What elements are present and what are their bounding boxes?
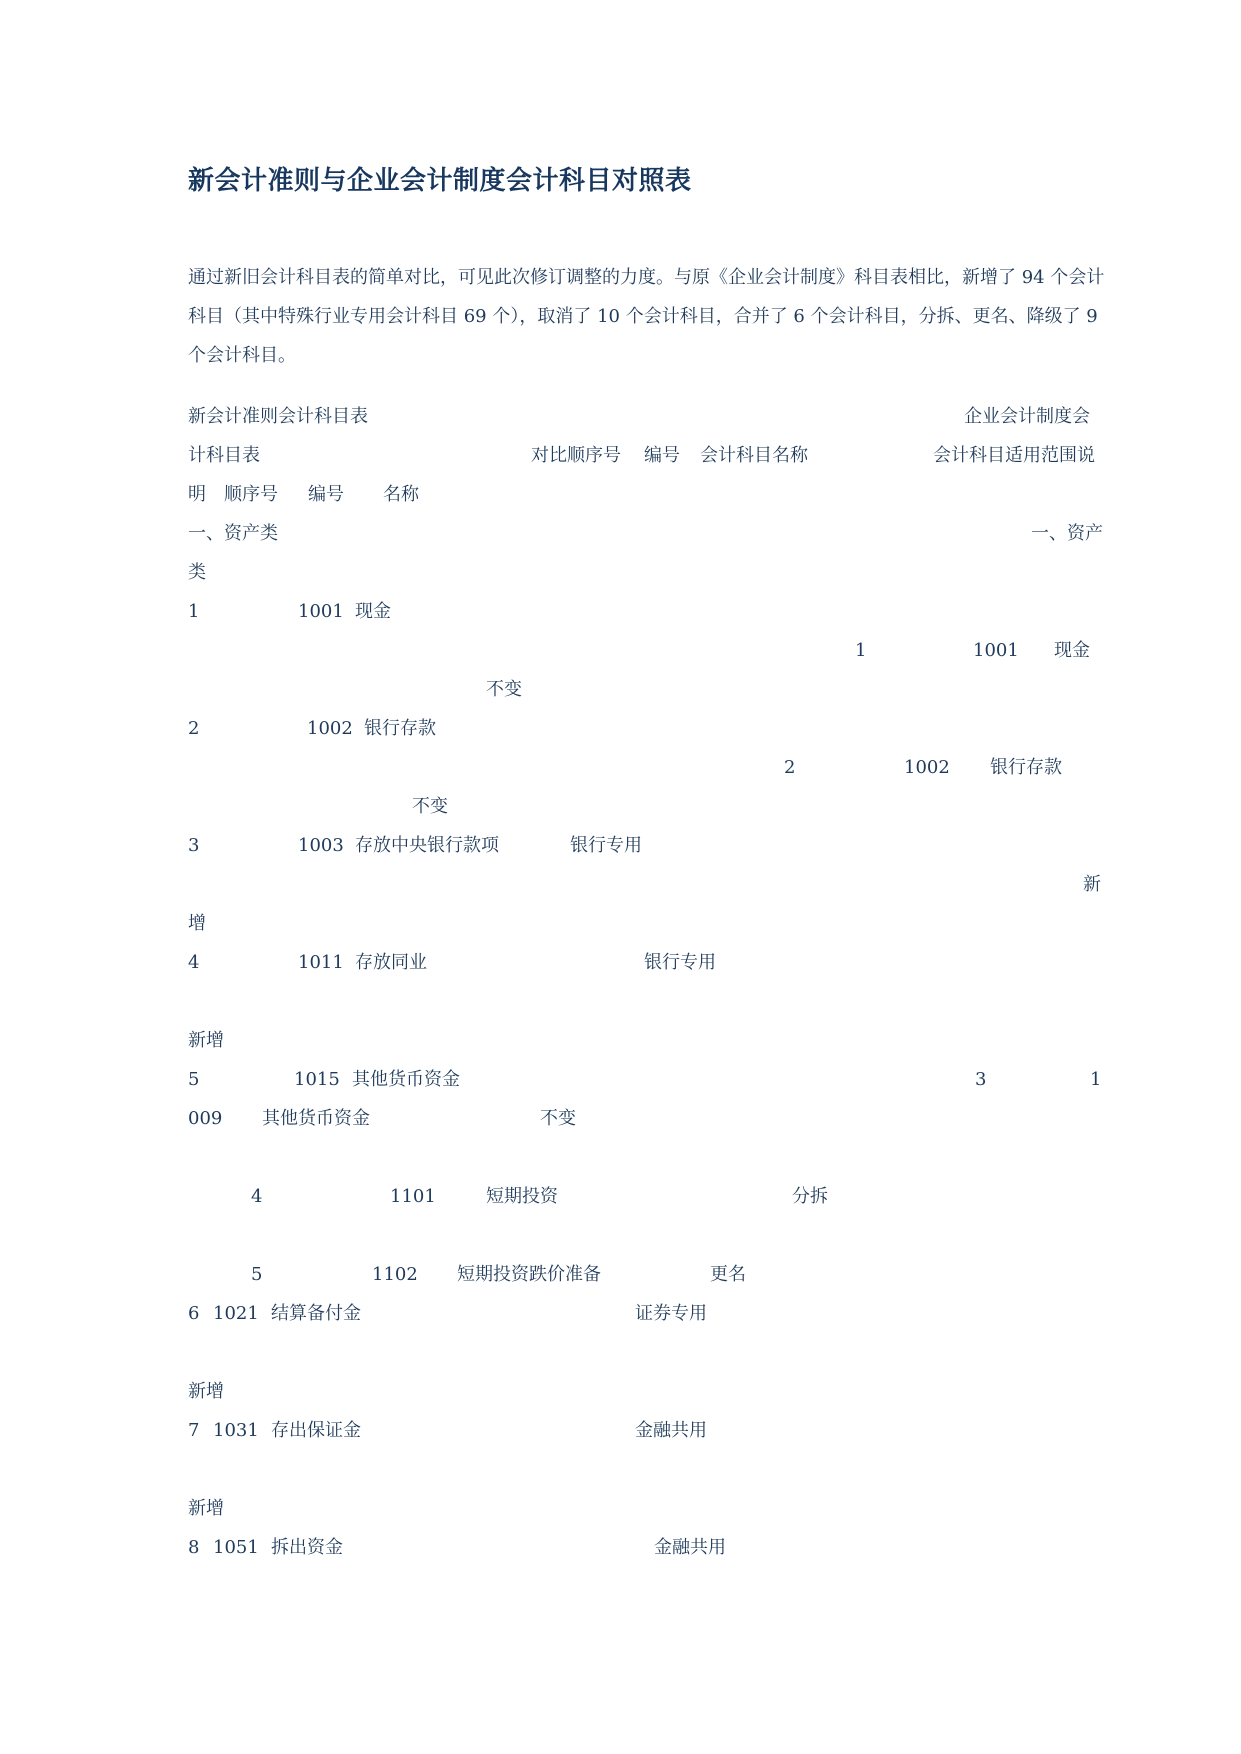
row-8-code: 1051 [213,1537,259,1558]
row-1-old-name: 现金 [1054,640,1090,661]
old-4-code: 1101 [390,1186,436,1207]
row-2-code: 1002 [307,718,353,739]
row-8-seq: 8 [188,1537,200,1558]
row-3-seq: 3 [188,835,200,856]
old-table-label: 企业会计制度会 [964,406,1090,427]
intro-paragraph: 通过新旧会计科目表的简单对比，可见此次修订调整的力度。与原《企业会计制度》科目表相比，新增了 94 个会计科目（其中特殊行业专用会计科目 69 个），取消了 10 个会计科目，合并了 6 个会计科目，分拆、更名、降级了 9 个会计科目。 [188,267,1105,366]
row-5-old-seq: 3 [975,1069,987,1090]
row-6-seq: 6 [188,1303,200,1324]
row-2-old-seq: 2 [784,757,796,778]
old-name-header: 名称 [383,484,419,505]
row-6-scope: 证券专用 [635,1303,707,1324]
row-4-name: 存放同业 [355,952,427,973]
row-5-seq: 5 [188,1069,200,1090]
row-5-code: 1015 [294,1069,340,1090]
old-table-label-cont: 计科目表 [188,445,260,466]
scope-note-header-cont: 明 [188,484,206,505]
row-4-status: 新增 [188,1030,224,1051]
row-4-seq: 4 [188,952,200,973]
row-5-status: 不变 [540,1108,576,1129]
row-2-seq: 2 [188,718,200,739]
row-1-code: 1001 [298,601,344,622]
old-5-status: 更名 [710,1264,746,1285]
old-4-name: 短期投资 [486,1186,558,1207]
row-7-seq: 7 [188,1420,200,1441]
row-1-status: 不变 [486,679,522,700]
row-2-old-name: 银行存款 [990,757,1062,778]
row-7-status: 新增 [188,1498,224,1519]
old-seq-header: 顺序号 [224,484,278,505]
old-4-status: 分拆 [792,1186,828,1207]
row-3-scope: 银行专用 [570,835,642,856]
row-7-name: 存出保证金 [271,1420,361,1441]
row-2-old-code: 1002 [904,757,950,778]
row-3-status-cont: 增 [188,913,206,934]
account-name-header: 会计科目名称 [700,445,808,466]
compare-seq-header: 对比顺序号 [531,445,621,466]
row-8-name: 拆出资金 [271,1537,343,1558]
row-1-old-code: 1001 [973,640,1019,661]
category-old: 一、资产 [1031,523,1103,544]
row-4-scope: 银行专用 [644,952,716,973]
row-6-status: 新增 [188,1381,224,1402]
row-5-name: 其他货币资金 [352,1069,460,1090]
row-3-status: 新 [1083,874,1101,895]
category-old-cont: 类 [188,562,206,583]
row-1-seq: 1 [188,601,200,622]
row-3-code: 1003 [298,835,344,856]
row-4-code: 1011 [298,952,344,973]
code-header: 编号 [644,445,680,466]
old-5-code: 1102 [372,1264,418,1285]
row-2-status: 不变 [412,796,448,817]
row-5-old-code-cont: 009 [188,1108,223,1129]
category-new: 一、资产类 [188,523,278,544]
row-7-scope: 金融共用 [635,1420,707,1441]
row-6-code: 1021 [213,1303,259,1324]
old-code-header: 编号 [308,484,344,505]
row-6-name: 结算备付金 [271,1303,361,1324]
row-1-old-seq: 1 [855,640,867,661]
old-5-seq: 5 [251,1264,263,1285]
scope-note-header: 会计科目适用范围说 [933,445,1095,466]
row-5-old-name: 其他货币资金 [262,1108,370,1129]
new-table-label: 新会计准则会计科目表 [188,406,368,427]
row-7-code: 1031 [213,1420,259,1441]
row-5-old-code: 1 [1090,1069,1102,1090]
document-title: 新会计准则与企业会计制度会计科目对照表 [188,166,692,196]
row-2-name: 银行存款 [364,718,436,739]
row-8-scope: 金融共用 [654,1537,726,1558]
row-1-name: 现金 [355,601,391,622]
old-5-name: 短期投资跌价准备 [457,1264,601,1285]
old-4-seq: 4 [251,1186,263,1207]
row-3-name: 存放中央银行款项 [355,835,499,856]
